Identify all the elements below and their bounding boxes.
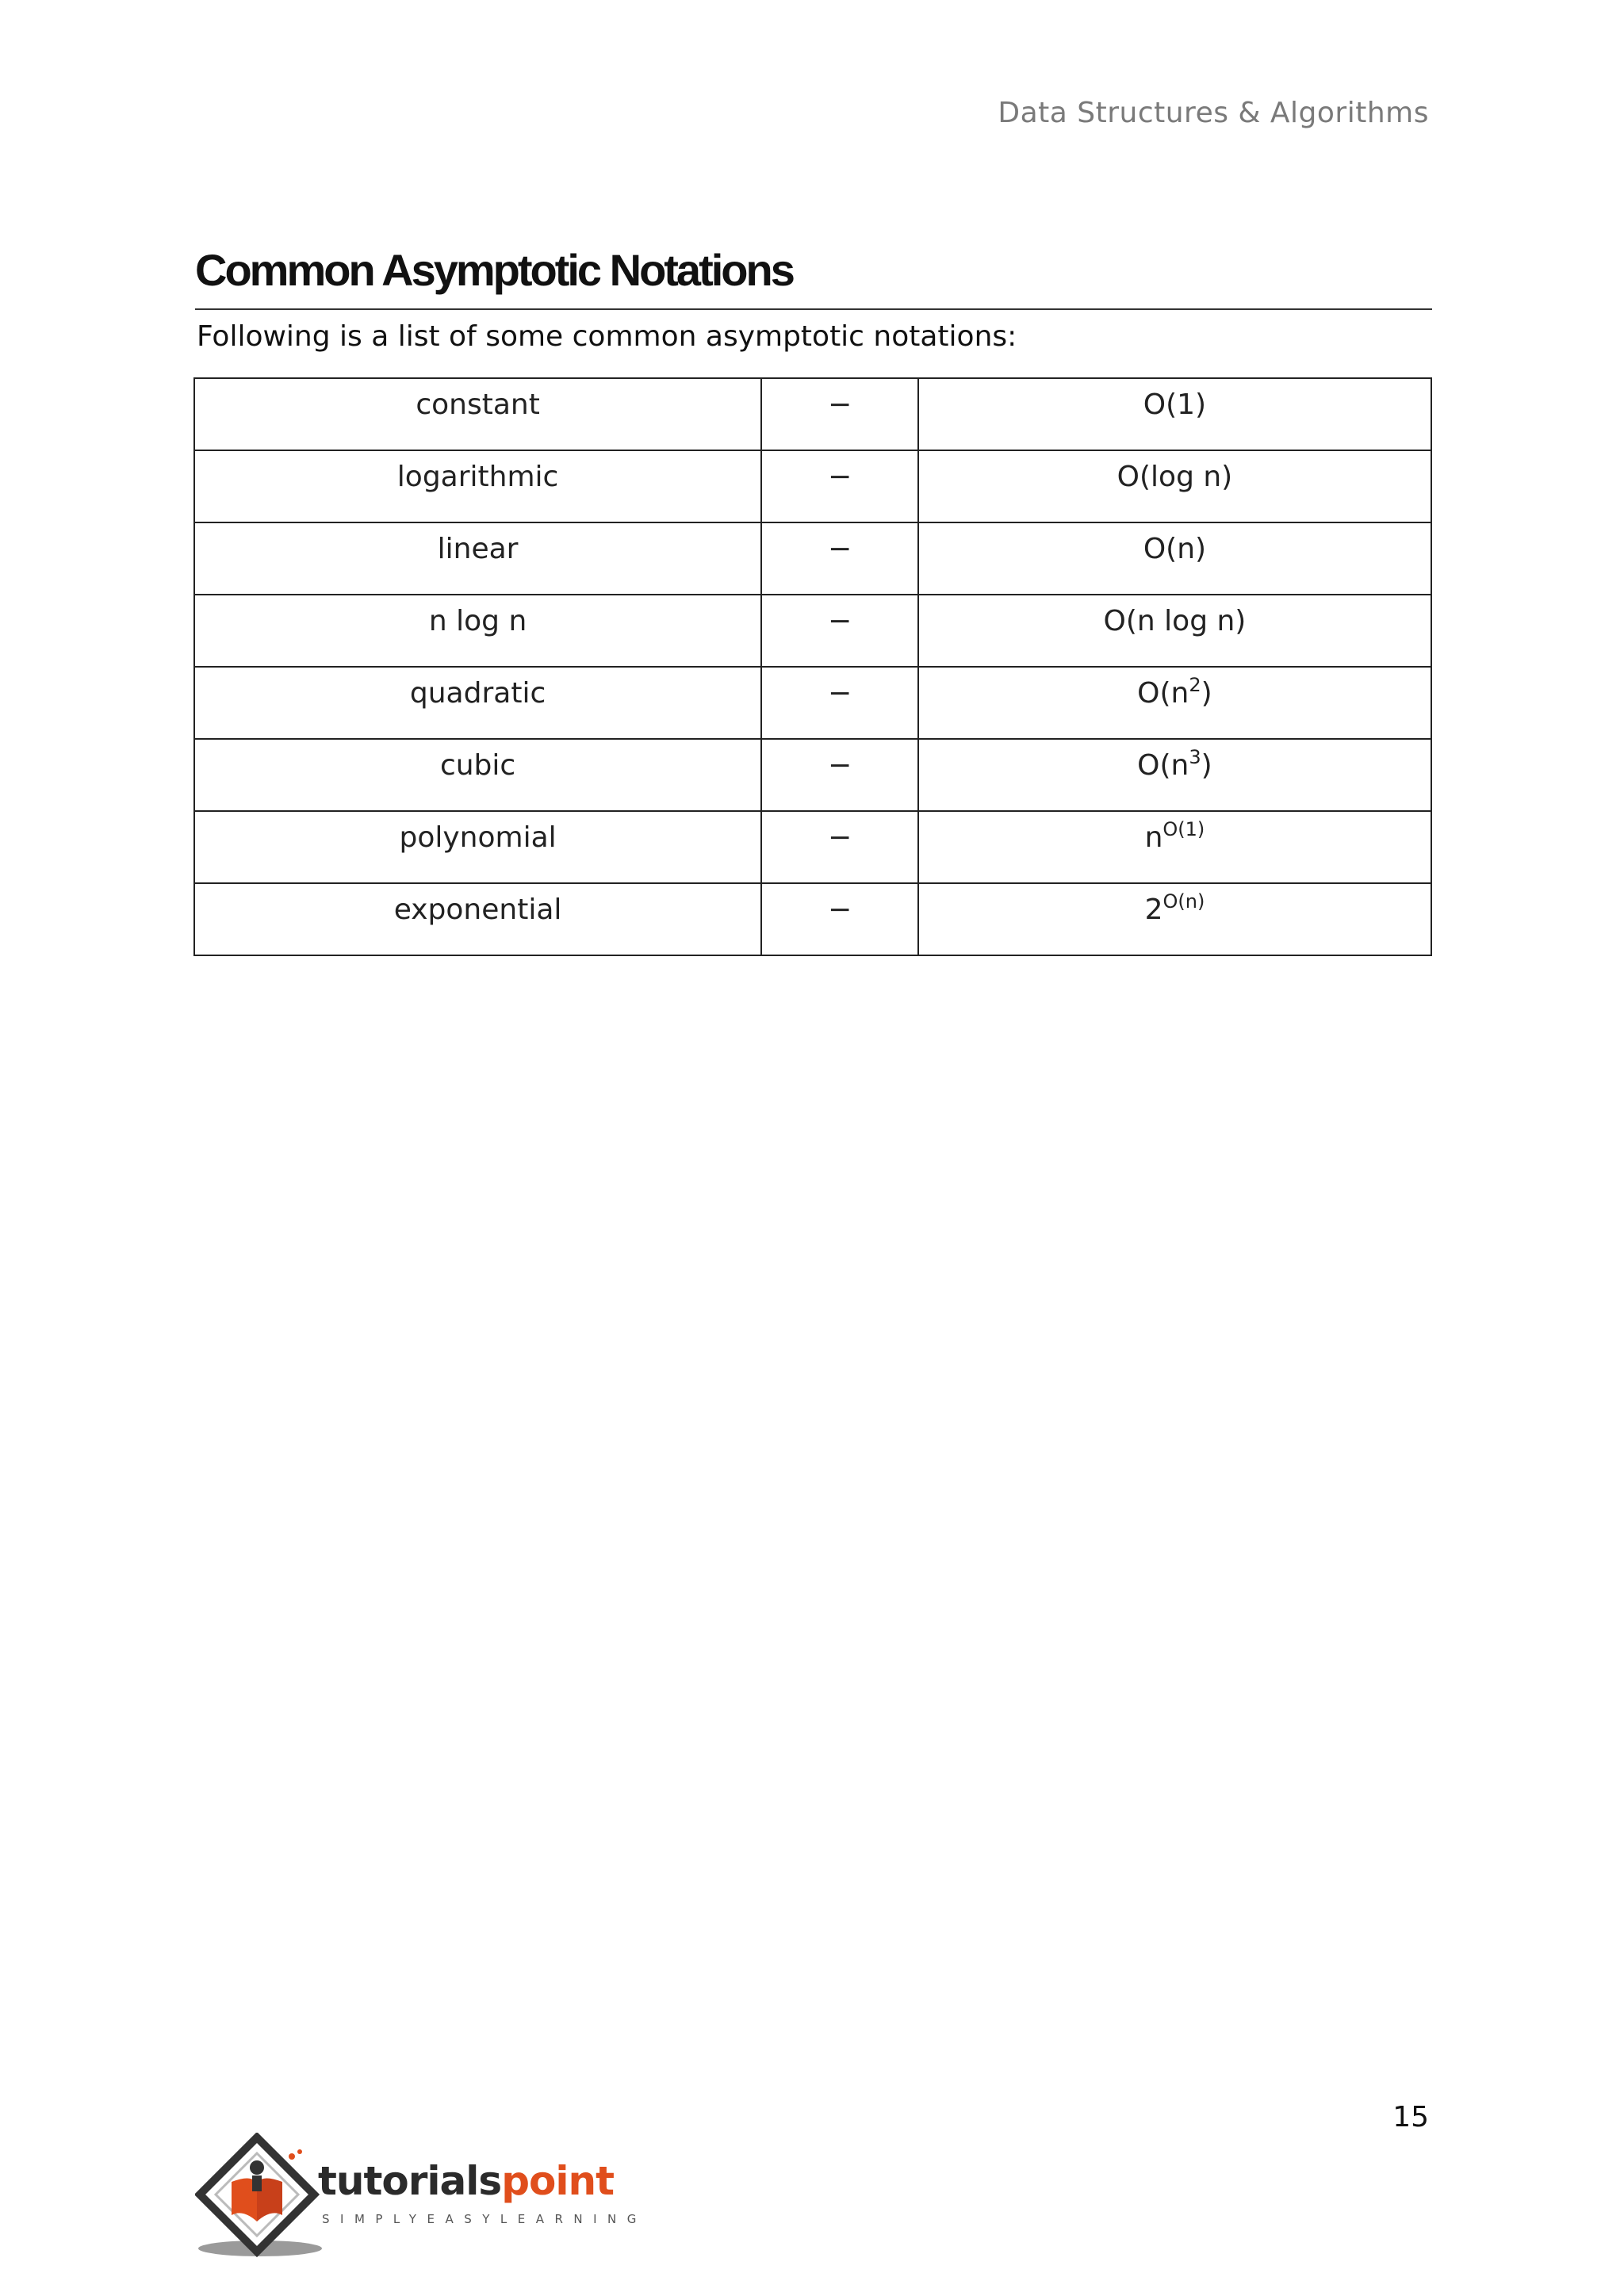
tutorialspoint-logo (195, 2133, 647, 2260)
table-row (194, 739, 1431, 811)
notation-dash: − (761, 450, 918, 522)
notation-base: O(n (1137, 749, 1189, 782)
notation-name: n log n (194, 595, 761, 667)
section-title: Common Asymptotic Notations (195, 244, 1432, 310)
notation-dash: − (761, 811, 918, 883)
notation-value (918, 378, 1431, 450)
notation-dash: − (761, 595, 918, 667)
logo-word-part1: tutorials (318, 2158, 502, 2204)
table-row (194, 450, 1431, 522)
notation-value (918, 811, 1431, 883)
logo-wordmark (318, 2158, 614, 2204)
notation-base: O(n) (1143, 533, 1207, 565)
notation-superscript: 3 (1189, 746, 1201, 768)
notation-name: logarithmic (194, 450, 761, 522)
notation-name: linear (194, 522, 761, 595)
notation-base: O(log n) (1116, 461, 1233, 493)
notation-tail: ) (1201, 677, 1212, 710)
notation-dash: − (761, 522, 918, 595)
notation-name: cubic (194, 739, 761, 811)
notation-value (918, 522, 1431, 595)
notation-value (918, 595, 1431, 667)
notation-value (918, 739, 1431, 811)
tutorialspoint-diamond-logo-icon (195, 2133, 322, 2260)
notation-superscript: 2 (1189, 674, 1201, 696)
notation-name: polynomial (194, 811, 761, 883)
notation-base: O(n (1137, 677, 1189, 710)
notation-superscript: O(n) (1162, 890, 1205, 913)
table-row (194, 667, 1431, 739)
table-row (194, 522, 1431, 595)
notation-name: exponential (194, 883, 761, 955)
table-row (194, 883, 1431, 955)
notation-value (918, 667, 1431, 739)
notation-dash: − (761, 883, 918, 955)
page-number: 15 (1392, 2101, 1429, 2133)
logo-word-part2: point (501, 2158, 614, 2204)
notation-dash: − (761, 378, 918, 450)
notation-base: O(1) (1143, 388, 1207, 421)
notation-name: constant (194, 378, 761, 450)
notation-tail: ) (1201, 749, 1212, 782)
intro-text: Following is a list of some common asymptotic notations: (197, 320, 1017, 353)
notation-table (193, 377, 1432, 956)
notation-base: O(n log n) (1103, 605, 1247, 637)
notation-dash: − (761, 667, 918, 739)
notation-base: 2 (1144, 894, 1163, 926)
logo-tagline: SIMPLYEASYLEARNING (322, 2212, 647, 2226)
notation-value (918, 450, 1431, 522)
table-row (194, 595, 1431, 667)
notation-base: n (1144, 821, 1163, 854)
running-header: Data Structures & Algorithms (998, 97, 1429, 129)
notation-superscript: O(1) (1162, 818, 1205, 840)
notation-value (918, 883, 1431, 955)
notation-dash: − (761, 739, 918, 811)
table-row (194, 378, 1431, 450)
table-row (194, 811, 1431, 883)
notation-name: quadratic (194, 667, 761, 739)
